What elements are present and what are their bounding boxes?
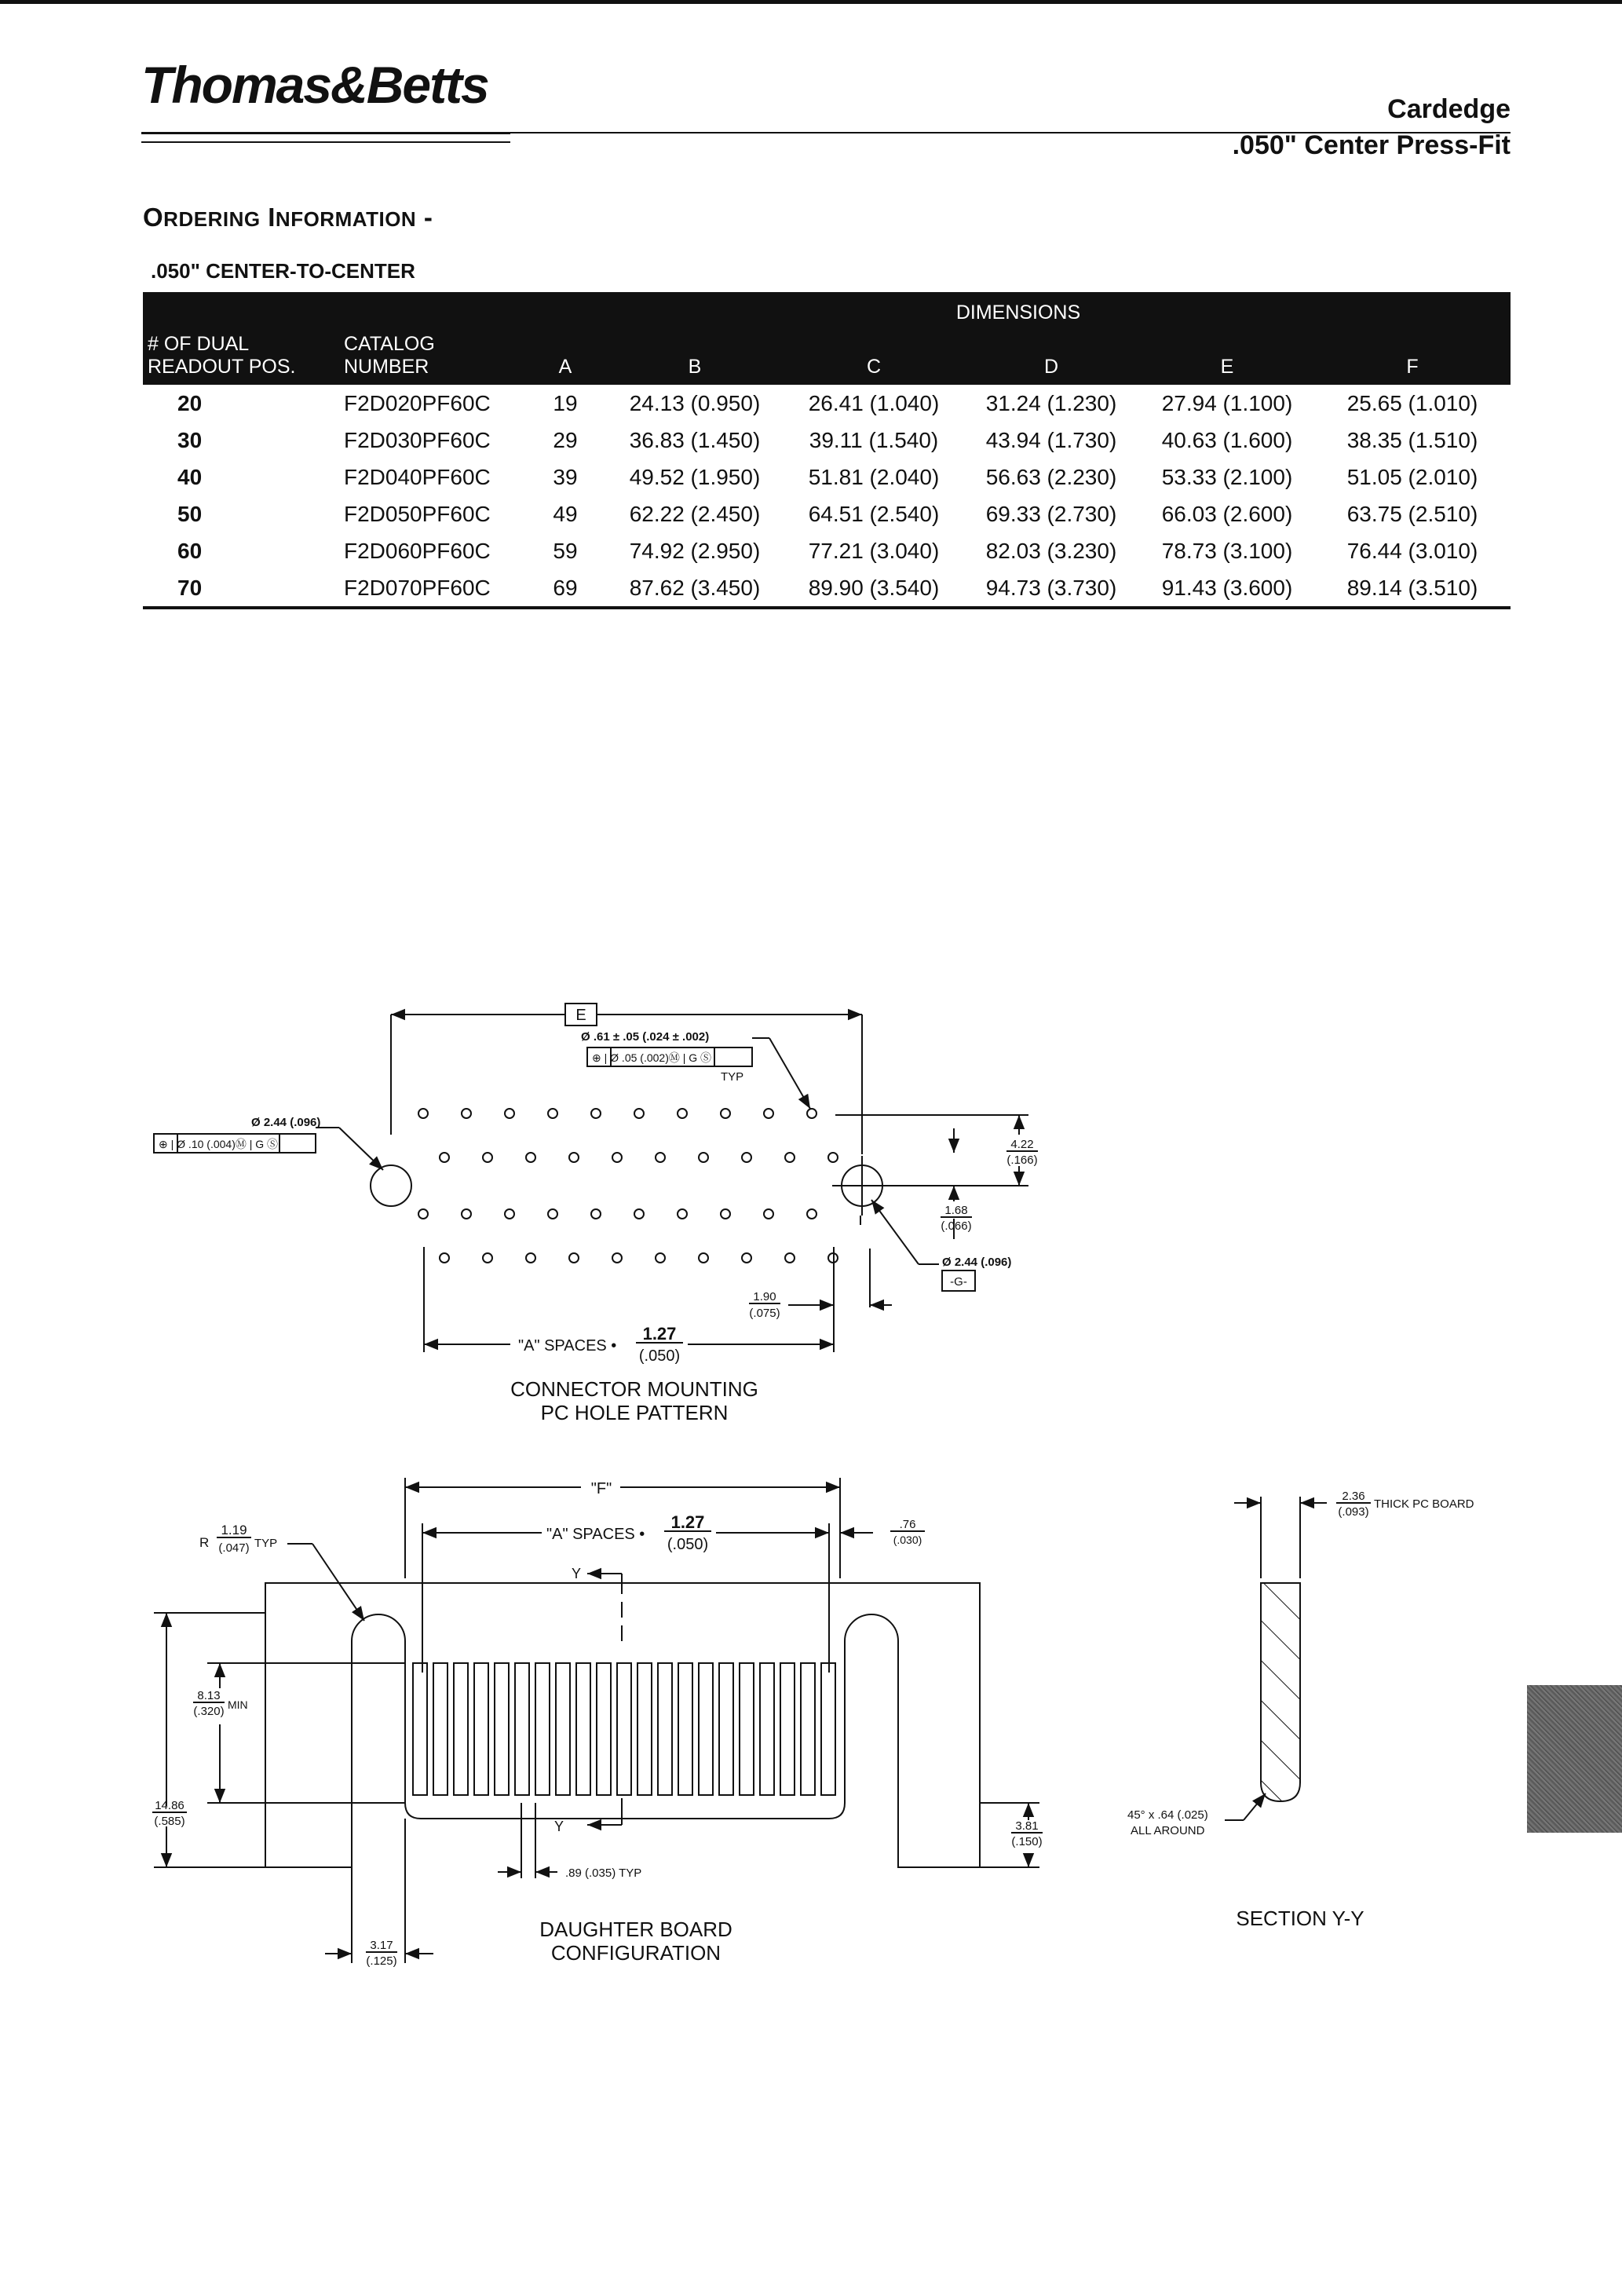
pin-hole-grid xyxy=(418,1109,838,1263)
leader-line xyxy=(339,1128,383,1170)
pc-board-section xyxy=(1261,1583,1300,1801)
cell-a: 39 xyxy=(553,464,578,489)
cell-b: 24.13 (0.950) xyxy=(629,390,761,415)
dim-1-90: 1.90 xyxy=(753,1290,776,1303)
a-spaces-label: "A" SPACES • xyxy=(546,1526,645,1543)
header-product-type: .050" Center Press-Fit xyxy=(1232,130,1511,160)
pitch-inch: (.050) xyxy=(638,1347,681,1365)
dim-3-17: 3.17 xyxy=(370,1939,393,1952)
cell-a: 49 xyxy=(553,501,578,526)
dim-14-86-inch: (.585) xyxy=(154,1815,185,1828)
cell-f: 63.75 (2.510) xyxy=(1346,501,1478,526)
cell-positions: 50 xyxy=(177,501,203,526)
cell-e: 78.73 (3.100) xyxy=(1161,538,1293,563)
pitch-mm: 1.27 xyxy=(670,1512,705,1532)
caption-daughter-board-2: CONFIGURATION xyxy=(550,1941,721,1965)
header-catalog-line2: NUMBER xyxy=(344,356,429,378)
caption-hole-pattern-1: CONNECTOR MOUNTING xyxy=(510,1377,758,1401)
header-col-f: F xyxy=(1314,333,1511,385)
hole-pattern-drawing xyxy=(154,1004,1028,1352)
dim-1-90-inch: (.075) xyxy=(749,1307,780,1320)
cell-b: 62.22 (2.450) xyxy=(629,501,761,526)
header-catalog-line1: CATALOG xyxy=(344,333,435,355)
radius-mm: 1.19 xyxy=(221,1523,247,1537)
mounting-hole xyxy=(371,1165,411,1206)
cell-positions: 20 xyxy=(177,390,203,415)
dim-0-76: .76 xyxy=(899,1518,916,1531)
cell-d: 94.73 (3.730) xyxy=(963,569,1140,608)
cell-a: 29 xyxy=(553,427,578,452)
section-y-top: Y xyxy=(572,1566,582,1581)
dim-1-68: 1.68 xyxy=(944,1204,968,1217)
dim-8-13-inch: (.320) xyxy=(193,1705,225,1718)
daughter-board-drawing xyxy=(154,1478,1039,1963)
cell-c: 51.81 (2.040) xyxy=(808,464,940,489)
cell-c: 64.51 (2.540) xyxy=(808,501,940,526)
cell-b: 36.83 (1.450) xyxy=(629,427,761,452)
left-hole-diameter: Ø 2.44 (.096) xyxy=(251,1116,321,1129)
brand-logo: Thomas&Betts xyxy=(141,56,488,114)
section-y-bottom: Y xyxy=(554,1819,564,1834)
min-label: MIN xyxy=(228,1698,248,1711)
cell-f: 89.14 (3.510) xyxy=(1314,569,1511,608)
dim-4-22-inch: (.166) xyxy=(1006,1153,1038,1167)
section-yy-drawing xyxy=(1225,1497,1327,1820)
header-col-a: A xyxy=(526,333,605,385)
cell-catalog: F2D070PF60C xyxy=(322,569,526,608)
a-spaces-label: "A" SPACES • xyxy=(518,1337,617,1355)
dim-3-81-inch: (.150) xyxy=(1011,1835,1043,1848)
section-title-dash: - xyxy=(423,203,433,232)
cell-e: 66.03 (2.600) xyxy=(1161,501,1293,526)
cell-catalog: F2D050PF60C xyxy=(344,501,491,526)
cell-e: 27.94 (1.100) xyxy=(1161,390,1293,415)
thickness-mm: 2.36 xyxy=(1342,1490,1365,1503)
cell-catalog: F2D040PF60C xyxy=(344,464,491,489)
caption-hole-pattern-2: PC HOLE PATTERN xyxy=(540,1401,729,1424)
cell-c: 89.90 (3.540) xyxy=(785,569,963,608)
caption-section-yy: SECTION Y-Y xyxy=(1236,1907,1364,1930)
header-col-b: B xyxy=(605,333,785,385)
chamfer-label-1: 45° x .64 (.025) xyxy=(1127,1808,1208,1822)
cell-catalog: F2D020PF60C xyxy=(344,390,491,415)
header-positions-line2: READOUT POS. xyxy=(148,356,296,378)
cell-positions: 40 xyxy=(177,464,203,489)
cell-d: 82.03 (3.230) xyxy=(985,538,1117,563)
cell-f: 51.05 (2.010) xyxy=(1346,464,1478,489)
radius-inch: (.047) xyxy=(218,1541,250,1555)
left-hole-tolerance: ⊕ | Ø .10 (.004)Ⓜ | G Ⓢ xyxy=(159,1138,279,1150)
caption-daughter-board-1: DAUGHTER BOARD xyxy=(539,1918,732,1941)
datum-g: -G- xyxy=(950,1275,967,1289)
cell-f: 38.35 (1.510) xyxy=(1346,427,1478,452)
cell-a: 59 xyxy=(553,538,578,563)
header-product-line: Cardedge xyxy=(1387,94,1511,124)
chamfer-label-2: ALL AROUND xyxy=(1131,1824,1205,1837)
cell-b: 49.52 (1.950) xyxy=(629,464,761,489)
cell-d: 43.94 (1.730) xyxy=(985,427,1117,452)
dim-0-89: .89 (.035) TYP xyxy=(565,1866,642,1880)
section-title-rdering: RDERING xyxy=(163,207,261,231)
cell-a: 69 xyxy=(526,569,605,608)
cell-positions: 30 xyxy=(177,427,203,452)
header-dimensions: DIMENSIONS xyxy=(526,292,1511,333)
cell-d: 56.63 (2.230) xyxy=(985,464,1117,489)
dim-1-68-inch: (.066) xyxy=(941,1219,972,1233)
cell-f: 25.65 (1.010) xyxy=(1346,390,1478,415)
cell-d: 31.24 (1.230) xyxy=(985,390,1117,415)
right-hole-diameter: Ø 2.44 (.096) xyxy=(942,1256,1012,1269)
cell-c: 77.21 (3.040) xyxy=(808,538,940,563)
cell-positions: 60 xyxy=(177,538,203,563)
typ-label: TYP xyxy=(721,1070,744,1084)
dim-3-81: 3.81 xyxy=(1015,1819,1039,1833)
dim-8-13: 8.13 xyxy=(197,1689,221,1702)
f-label: "F" xyxy=(590,1480,612,1497)
radius-typ: TYP xyxy=(254,1537,278,1550)
section-title-o: O xyxy=(143,203,164,232)
cell-e: 91.43 (3.600) xyxy=(1140,569,1314,608)
header-col-e: E xyxy=(1140,333,1314,385)
cell-f: 76.44 (3.010) xyxy=(1346,538,1478,563)
header-col-d: D xyxy=(963,333,1140,385)
cell-catalog: F2D060PF60C xyxy=(344,538,491,563)
header-col-c: C xyxy=(785,333,963,385)
contact-pads xyxy=(413,1663,835,1795)
header-positions-line1: # OF DUAL xyxy=(148,333,250,355)
dim-0-76-inch: (.030) xyxy=(893,1534,922,1546)
section-subtitle: .050" CENTER-TO-CENTER xyxy=(151,259,415,283)
hole-tolerance: ⊕ | Ø .05 (.002)Ⓜ | G Ⓢ xyxy=(592,1051,712,1064)
cell-c: 26.41 (1.040) xyxy=(808,390,940,415)
cell-b: 74.92 (2.950) xyxy=(629,538,761,563)
pitch-mm: 1.27 xyxy=(642,1324,677,1344)
cell-e: 53.33 (2.100) xyxy=(1161,464,1293,489)
pitch-inch: (.050) xyxy=(667,1536,709,1553)
dim-14-86: 14.86 xyxy=(155,1799,184,1812)
cell-b: 87.62 (3.450) xyxy=(605,569,785,608)
section-title-i: I xyxy=(268,203,276,232)
cell-d: 69.33 (2.730) xyxy=(985,501,1117,526)
cell-catalog: F2D030PF60C xyxy=(344,427,491,452)
leader-line xyxy=(769,1038,810,1109)
e-label: E xyxy=(575,1007,586,1024)
radius-r: R xyxy=(199,1535,210,1550)
cell-a: 19 xyxy=(553,390,578,415)
cell-c: 39.11 (1.540) xyxy=(809,427,939,452)
section-title-nformation: NFORMATION xyxy=(275,207,417,231)
hole-dimension: Ø .61 ± .05 (.024 ± .002) xyxy=(581,1030,710,1044)
cell-positions: 70 xyxy=(143,569,322,608)
dim-3-17-inch: (.125) xyxy=(366,1954,397,1968)
thickness-inch: (.093) xyxy=(1338,1505,1369,1519)
thickness-label: THICK PC BOARD xyxy=(1374,1497,1474,1511)
dim-4-22: 4.22 xyxy=(1010,1138,1034,1151)
cell-e: 40.63 (1.600) xyxy=(1161,427,1293,452)
edge-tab-image xyxy=(1527,1685,1622,1833)
